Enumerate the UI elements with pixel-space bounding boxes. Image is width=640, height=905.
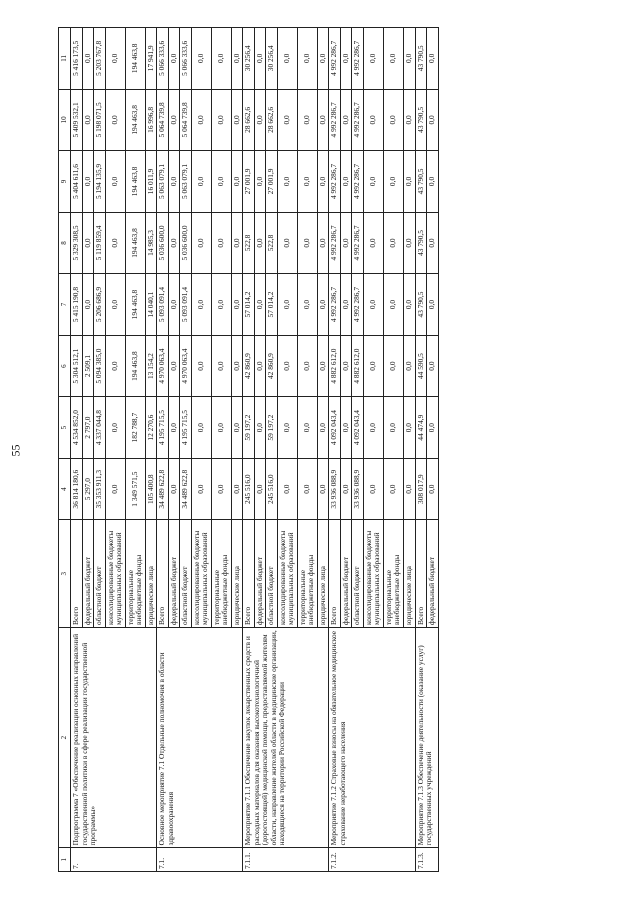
amount-cell: 0,0 bbox=[297, 397, 317, 459]
amount-cell: 0,0 bbox=[211, 397, 231, 459]
amount-cell: 4 534 852,0 bbox=[71, 397, 83, 459]
column-header: 11 bbox=[59, 28, 71, 90]
column-header: 10 bbox=[59, 89, 71, 151]
amount-cell: 4 992 286,7 bbox=[352, 274, 364, 336]
amount-cell: 522,8 bbox=[243, 212, 255, 274]
amount-cell: 0,0 bbox=[403, 28, 415, 90]
amount-cell: 0,0 bbox=[427, 28, 439, 90]
amount-cell: 0,0 bbox=[254, 397, 266, 459]
amount-cell: 0,0 bbox=[105, 458, 125, 520]
amount-cell: 0,0 bbox=[297, 151, 317, 213]
amount-cell: 0,0 bbox=[277, 212, 297, 274]
amount-cell: 5 036 600,0 bbox=[180, 212, 192, 274]
amount-cell: 1 349 571,5 bbox=[125, 458, 145, 520]
column-header: 5 bbox=[59, 397, 71, 459]
amount-cell: 0,0 bbox=[82, 28, 94, 90]
amount-cell: 0,0 bbox=[105, 151, 125, 213]
amount-cell: 0,0 bbox=[82, 89, 94, 151]
amount-cell: 16 011,9 bbox=[145, 151, 157, 213]
amount-cell: 57 014,2 bbox=[266, 274, 278, 336]
amount-cell: 0,0 bbox=[297, 28, 317, 90]
amount-cell: 5 066 333,6 bbox=[157, 28, 169, 90]
amount-cell: 0,0 bbox=[383, 397, 403, 459]
row-number: 7.1. bbox=[157, 848, 243, 872]
amount-cell: 16 996,8 bbox=[145, 89, 157, 151]
amount-cell: 43 790,5 bbox=[415, 212, 427, 274]
amount-cell: 0,0 bbox=[427, 335, 439, 397]
amount-cell: 13 154,2 bbox=[145, 335, 157, 397]
amount-cell: 182 788,7 bbox=[125, 397, 145, 459]
amount-cell: 0,0 bbox=[277, 274, 297, 336]
rotated-page bbox=[58, 27, 610, 872]
funding-source: консолидированные бюджеты муниципальных образований bbox=[191, 520, 211, 628]
amount-cell: 0,0 bbox=[211, 458, 231, 520]
amount-cell: 5 404 611,6 bbox=[71, 151, 83, 213]
amount-cell: 0,0 bbox=[363, 28, 383, 90]
amount-cell: 0,0 bbox=[363, 89, 383, 151]
amount-cell: 0,0 bbox=[427, 458, 439, 520]
amount-cell: 0,0 bbox=[231, 151, 243, 213]
funding-source: консолидированные бюджеты муниципальных образований bbox=[363, 520, 383, 628]
amount-cell: 0,0 bbox=[231, 458, 243, 520]
column-header: 4 bbox=[59, 458, 71, 520]
amount-cell: 43 790,5 bbox=[415, 274, 427, 336]
amount-cell: 0,0 bbox=[383, 458, 403, 520]
amount-cell: 0,0 bbox=[383, 151, 403, 213]
funding-source: областной бюджет bbox=[180, 520, 192, 628]
funding-source: юридические лица bbox=[403, 520, 415, 628]
amount-cell: 0,0 bbox=[277, 151, 297, 213]
amount-cell: 44 590,5 bbox=[415, 335, 427, 397]
funding-source: областной бюджет bbox=[94, 520, 106, 628]
amount-cell: 0,0 bbox=[403, 151, 415, 213]
amount-cell: 0,0 bbox=[427, 89, 439, 151]
funding-source: Всего bbox=[243, 520, 255, 628]
amount-cell: 5 036 600,0 bbox=[157, 212, 169, 274]
program-name: Подпрограмма 7 «Обеспечение реализации основных направлений государственной политики в сфере реализации государственной программы» bbox=[71, 627, 157, 847]
amount-cell: 36 814 180,6 bbox=[71, 458, 83, 520]
amount-cell: 30 256,4 bbox=[266, 28, 278, 90]
amount-cell: 0,0 bbox=[363, 335, 383, 397]
amount-cell: 0,0 bbox=[403, 274, 415, 336]
amount-cell: 27 001,9 bbox=[266, 151, 278, 213]
table-row bbox=[415, 28, 427, 872]
amount-cell: 0,0 bbox=[340, 274, 352, 336]
amount-cell: 0,0 bbox=[317, 335, 329, 397]
amount-cell: 0,0 bbox=[254, 274, 266, 336]
amount-cell: 4 992 286,7 bbox=[329, 89, 341, 151]
program-name: Мероприятие 7.1.2 Страховые взносы на обязательное медицинское страхование неработающего населения bbox=[329, 627, 415, 847]
amount-cell: 194 463,8 bbox=[125, 274, 145, 336]
amount-cell: 0,0 bbox=[231, 397, 243, 459]
amount-cell: 0,0 bbox=[211, 28, 231, 90]
amount-cell: 245 516,0 bbox=[266, 458, 278, 520]
amount-cell: 0,0 bbox=[297, 274, 317, 336]
amount-cell: 14 985,3 bbox=[145, 212, 157, 274]
amount-cell: 5 415 190,8 bbox=[71, 274, 83, 336]
amount-cell: 4 992 286,7 bbox=[329, 28, 341, 90]
funding-source: областной бюджет bbox=[266, 520, 278, 628]
program-name: Мероприятие 7.1.1 Обеспечение закупок лекарственных средств и расходных материалов для оказания высокотехнологичной (дорогостоящей) медицинской помощи, предоставляемой жителям области, направление жителей области в медицинские организации, находящиеся на территории Российской Федерации bbox=[243, 627, 329, 847]
amount-cell: 5 304 512,1 bbox=[71, 335, 83, 397]
amount-cell: 0,0 bbox=[297, 335, 317, 397]
amount-cell: 0,0 bbox=[231, 274, 243, 336]
funding-source: юридические лица bbox=[231, 520, 243, 628]
amount-cell: 5 416 173,5 bbox=[71, 28, 83, 90]
amount-cell: 0,0 bbox=[317, 274, 329, 336]
amount-cell: 5 063 079,1 bbox=[157, 151, 169, 213]
amount-cell: 0,0 bbox=[297, 458, 317, 520]
funding-source: федеральный бюджет bbox=[427, 520, 439, 628]
amount-cell: 30 256,4 bbox=[243, 28, 255, 90]
amount-cell: 5 409 532,1 bbox=[71, 89, 83, 151]
amount-cell: 4 092 043,4 bbox=[329, 397, 341, 459]
amount-cell: 0,0 bbox=[403, 458, 415, 520]
amount-cell: 0,0 bbox=[191, 151, 211, 213]
amount-cell: 4 882 612,0 bbox=[329, 335, 341, 397]
amount-cell: 5 093 091,4 bbox=[180, 274, 192, 336]
amount-cell: 0,0 bbox=[82, 151, 94, 213]
amount-cell: 4 195 715,5 bbox=[157, 397, 169, 459]
amount-cell: 0,0 bbox=[427, 397, 439, 459]
amount-cell: 0,0 bbox=[211, 212, 231, 274]
amount-cell: 5 194 135,9 bbox=[94, 151, 106, 213]
funding-source: юридические лица bbox=[145, 520, 157, 628]
amount-cell: 0,0 bbox=[211, 335, 231, 397]
amount-cell: 0,0 bbox=[297, 212, 317, 274]
amount-cell: 0,0 bbox=[191, 397, 211, 459]
amount-cell: 194 463,8 bbox=[125, 335, 145, 397]
funding-source: федеральный бюджет bbox=[340, 520, 352, 628]
amount-cell: 194 463,8 bbox=[125, 28, 145, 90]
amount-cell: 17 941,9 bbox=[145, 28, 157, 90]
table-row bbox=[243, 28, 255, 872]
amount-cell: 0,0 bbox=[383, 274, 403, 336]
amount-cell: 0,0 bbox=[363, 274, 383, 336]
amount-cell: 0,0 bbox=[340, 212, 352, 274]
table-body bbox=[71, 28, 439, 872]
amount-cell: 194 463,8 bbox=[125, 151, 145, 213]
amount-cell: 0,0 bbox=[277, 335, 297, 397]
amount-cell: 0,0 bbox=[191, 335, 211, 397]
amount-cell: 5 093 091,4 bbox=[157, 274, 169, 336]
funding-source: территориальные внебюджетные фонды bbox=[125, 520, 145, 628]
amount-cell: 4 195 715,5 bbox=[180, 397, 192, 459]
amount-cell: 44 474,9 bbox=[415, 397, 427, 459]
amount-cell: 0,0 bbox=[211, 89, 231, 151]
row-number: 7.1.3. bbox=[415, 848, 438, 872]
amount-cell: 522,8 bbox=[266, 212, 278, 274]
amount-cell: 0,0 bbox=[168, 274, 180, 336]
amount-cell: 2 797,0 bbox=[82, 397, 94, 459]
amount-cell: 28 662,6 bbox=[266, 89, 278, 151]
amount-cell: 59 197,2 bbox=[243, 397, 255, 459]
amount-cell: 0,0 bbox=[383, 335, 403, 397]
funding-source: федеральный бюджет bbox=[254, 520, 266, 628]
amount-cell: 42 860,9 bbox=[243, 335, 255, 397]
funding-source: федеральный бюджет bbox=[82, 520, 94, 628]
amount-cell: 0,0 bbox=[105, 89, 125, 151]
column-header: 1 bbox=[59, 848, 71, 872]
amount-cell: 0,0 bbox=[427, 274, 439, 336]
amount-cell: 0,0 bbox=[254, 89, 266, 151]
table-row bbox=[71, 28, 83, 872]
amount-cell: 0,0 bbox=[211, 274, 231, 336]
amount-cell: 245 516,0 bbox=[243, 458, 255, 520]
column-header: 2 bbox=[59, 627, 71, 847]
amount-cell: 0,0 bbox=[383, 89, 403, 151]
row-number: 7. bbox=[71, 848, 157, 872]
funding-source: территориальные внебюджетные фонды bbox=[383, 520, 403, 628]
amount-cell: 5 206 686,9 bbox=[94, 274, 106, 336]
amount-cell: 0,0 bbox=[277, 89, 297, 151]
amount-cell: 0,0 bbox=[105, 335, 125, 397]
budget-table bbox=[58, 27, 439, 872]
funding-source: Всего bbox=[415, 520, 427, 628]
amount-cell: 0,0 bbox=[105, 274, 125, 336]
amount-cell: 4 337 044,8 bbox=[94, 397, 106, 459]
funding-source: территориальные внебюджетные фонды bbox=[211, 520, 231, 628]
amount-cell: 0,0 bbox=[191, 212, 211, 274]
amount-cell: 4 992 286,7 bbox=[329, 151, 341, 213]
amount-cell: 0,0 bbox=[363, 458, 383, 520]
amount-cell: 5 119 859,4 bbox=[94, 212, 106, 274]
amount-cell: 0,0 bbox=[317, 397, 329, 459]
amount-cell: 4 992 286,7 bbox=[352, 212, 364, 274]
amount-cell: 27 001,9 bbox=[243, 151, 255, 213]
funding-source: юридические лица bbox=[317, 520, 329, 628]
amount-cell: 0,0 bbox=[340, 89, 352, 151]
amount-cell: 0,0 bbox=[383, 28, 403, 90]
table-row bbox=[157, 28, 169, 872]
amount-cell: 194 463,8 bbox=[125, 89, 145, 151]
amount-cell: 0,0 bbox=[403, 212, 415, 274]
amount-cell: 0,0 bbox=[340, 397, 352, 459]
amount-cell: 0,0 bbox=[363, 212, 383, 274]
amount-cell: 5 203 767,8 bbox=[94, 28, 106, 90]
amount-cell: 0,0 bbox=[168, 335, 180, 397]
amount-cell: 0,0 bbox=[105, 212, 125, 274]
amount-cell: 0,0 bbox=[191, 28, 211, 90]
funding-source: Всего bbox=[71, 520, 83, 628]
amount-cell: 0,0 bbox=[317, 28, 329, 90]
amount-cell: 4 992 286,7 bbox=[352, 151, 364, 213]
amount-cell: 0,0 bbox=[168, 89, 180, 151]
amount-cell: 0,0 bbox=[340, 151, 352, 213]
amount-cell: 0,0 bbox=[340, 28, 352, 90]
amount-cell: 4 970 063,4 bbox=[157, 335, 169, 397]
amount-cell: 0,0 bbox=[231, 335, 243, 397]
amount-cell: 105 400,8 bbox=[145, 458, 157, 520]
amount-cell: 0,0 bbox=[317, 458, 329, 520]
amount-cell: 0,0 bbox=[168, 151, 180, 213]
amount-cell: 0,0 bbox=[191, 458, 211, 520]
amount-cell: 0,0 bbox=[297, 89, 317, 151]
amount-cell: 57 014,2 bbox=[243, 274, 255, 336]
amount-cell: 0,0 bbox=[403, 397, 415, 459]
amount-cell: 0,0 bbox=[403, 89, 415, 151]
amount-cell: 0,0 bbox=[231, 28, 243, 90]
amount-cell: 194 463,8 bbox=[125, 212, 145, 274]
amount-cell: 0,0 bbox=[427, 151, 439, 213]
funding-source: территориальные внебюджетные фонды bbox=[297, 520, 317, 628]
program-name: Мероприятие 7.1.3 Обеспечение деятельности (оказание услуг) государственных учреждений bbox=[415, 627, 438, 847]
amount-cell: 0,0 bbox=[277, 458, 297, 520]
amount-cell: 0,0 bbox=[254, 458, 266, 520]
amount-cell: 0,0 bbox=[191, 274, 211, 336]
amount-cell: 0,0 bbox=[82, 274, 94, 336]
amount-cell: 0,0 bbox=[168, 212, 180, 274]
amount-cell: 0,0 bbox=[168, 28, 180, 90]
amount-cell: 34 489 622,8 bbox=[157, 458, 169, 520]
column-header: 7 bbox=[59, 274, 71, 336]
row-number: 7.1.1. bbox=[243, 848, 329, 872]
row-number: 7.1.2. bbox=[329, 848, 415, 872]
amount-cell: 0,0 bbox=[277, 28, 297, 90]
amount-cell: 0,0 bbox=[340, 458, 352, 520]
amount-cell: 0,0 bbox=[363, 397, 383, 459]
amount-cell: 0,0 bbox=[317, 212, 329, 274]
amount-cell: 5 198 071,5 bbox=[94, 89, 106, 151]
amount-cell: 0,0 bbox=[383, 212, 403, 274]
funding-source: областной бюджет bbox=[352, 520, 364, 628]
amount-cell: 34 489 622,8 bbox=[180, 458, 192, 520]
amount-cell: 0,0 bbox=[231, 89, 243, 151]
amount-cell: 5 063 079,1 bbox=[180, 151, 192, 213]
amount-cell: 5 064 739,8 bbox=[157, 89, 169, 151]
column-header: 9 bbox=[59, 151, 71, 213]
amount-cell: 0,0 bbox=[211, 151, 231, 213]
funding-source: федеральный бюджет bbox=[168, 520, 180, 628]
amount-cell: 0,0 bbox=[403, 335, 415, 397]
amount-cell: 0,0 bbox=[427, 212, 439, 274]
funding-source: Всего bbox=[157, 520, 169, 628]
amount-cell: 0,0 bbox=[254, 212, 266, 274]
amount-cell: 0,0 bbox=[317, 151, 329, 213]
amount-cell: 4 992 286,7 bbox=[329, 212, 341, 274]
amount-cell: 4 970 063,4 bbox=[180, 335, 192, 397]
amount-cell: 0,0 bbox=[191, 89, 211, 151]
amount-cell: 0,0 bbox=[317, 89, 329, 151]
funding-source: Всего bbox=[329, 520, 341, 628]
amount-cell: 0,0 bbox=[277, 397, 297, 459]
amount-cell: 0,0 bbox=[254, 28, 266, 90]
amount-cell: 43 790,5 bbox=[415, 89, 427, 151]
amount-cell: 5 297,0 bbox=[82, 458, 94, 520]
amount-cell: 4 992 286,7 bbox=[329, 274, 341, 336]
header-row bbox=[59, 28, 71, 872]
amount-cell: 0,0 bbox=[363, 151, 383, 213]
amount-cell: 0,0 bbox=[105, 397, 125, 459]
amount-cell: 28 662,6 bbox=[243, 89, 255, 151]
amount-cell: 4 992 286,7 bbox=[352, 89, 364, 151]
amount-cell: 33 936 088,9 bbox=[352, 458, 364, 520]
amount-cell: 12 270,6 bbox=[145, 397, 157, 459]
amount-cell: 59 197,2 bbox=[266, 397, 278, 459]
amount-cell: 43 790,5 bbox=[415, 151, 427, 213]
column-header: 6 bbox=[59, 335, 71, 397]
funding-source: консолидированные бюджеты муниципальных образований bbox=[277, 520, 297, 628]
page-number: 55 bbox=[8, 444, 23, 457]
amount-cell: 0,0 bbox=[340, 335, 352, 397]
amount-cell: 0,0 bbox=[254, 335, 266, 397]
amount-cell: 0,0 bbox=[105, 28, 125, 90]
amount-cell: 14 040,1 bbox=[145, 274, 157, 336]
amount-cell: 5 329 308,5 bbox=[71, 212, 83, 274]
amount-cell: 4 992 286,7 bbox=[352, 28, 364, 90]
amount-cell: 0,0 bbox=[82, 212, 94, 274]
program-name: Основное мероприятие 7.1 Отдельные полномочия в области здравоохранения bbox=[157, 627, 243, 847]
column-header: 3 bbox=[59, 520, 71, 628]
amount-cell: 4 882 612,0 bbox=[352, 335, 364, 397]
amount-cell: 308 017,9 bbox=[415, 458, 427, 520]
column-header: 8 bbox=[59, 212, 71, 274]
amount-cell: 5 064 739,8 bbox=[180, 89, 192, 151]
funding-source: консолидированные бюджеты муниципальных образований bbox=[105, 520, 125, 628]
amount-cell: 2 509,1 bbox=[82, 335, 94, 397]
amount-cell: 0,0 bbox=[168, 397, 180, 459]
table-row bbox=[329, 28, 341, 872]
amount-cell: 35 353 911,3 bbox=[94, 458, 106, 520]
amount-cell: 5 094 385,0 bbox=[94, 335, 106, 397]
amount-cell: 5 066 333,6 bbox=[180, 28, 192, 90]
amount-cell: 33 936 088,9 bbox=[329, 458, 341, 520]
amount-cell: 4 092 043,4 bbox=[352, 397, 364, 459]
amount-cell: 42 860,9 bbox=[266, 335, 278, 397]
amount-cell: 0,0 bbox=[231, 212, 243, 274]
amount-cell: 0,0 bbox=[168, 458, 180, 520]
amount-cell: 43 790,5 bbox=[415, 28, 427, 90]
amount-cell: 0,0 bbox=[254, 151, 266, 213]
